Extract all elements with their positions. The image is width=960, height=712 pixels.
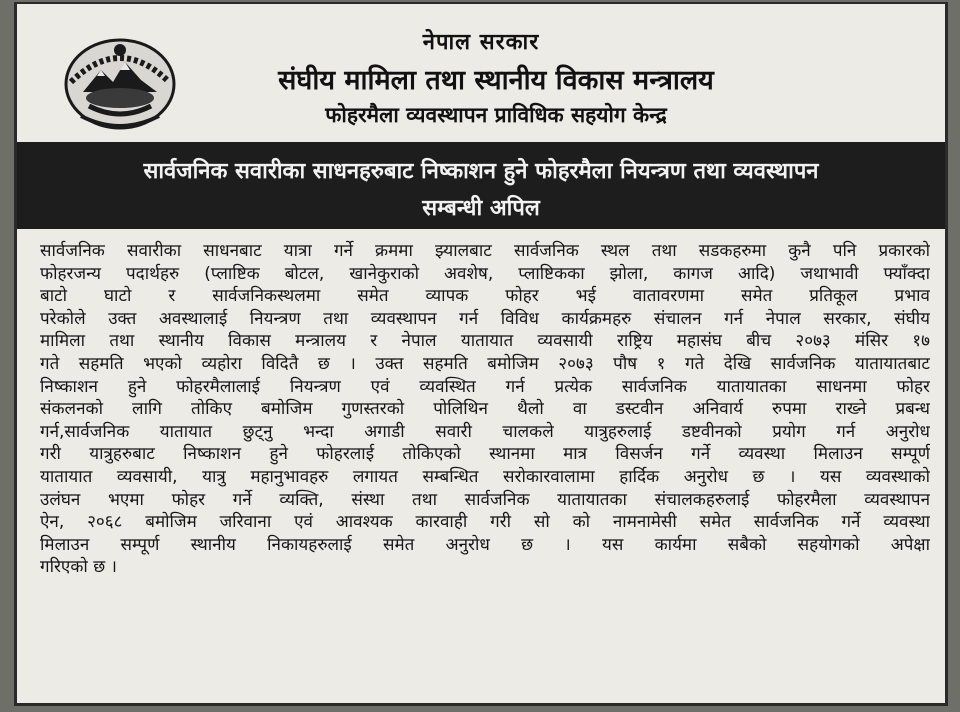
notice-header bbox=[17, 4, 945, 142]
header-ministry-name: संघीय मामिला तथा स्थानीय विकास मन्त्रालय bbox=[278, 65, 714, 96]
body-line: निष्काशन हुने फोहरमैलालाई नियन्त्रण एवं व्यवस्थित गर्न प्रत्येक सार्वजनिक यातायातका साधनमा फोहर bbox=[40, 376, 930, 397]
body-line: गते सहमति भएको व्यहोरा विदितै छ । उक्त सहमति बमोजिम २०७३ पौष १ गते देखि सार्वजनिक यातायातबाट bbox=[40, 353, 930, 374]
notice-title-line-2: सम्बन्धी अपिल bbox=[422, 196, 540, 221]
body-line: मिलाउन सम्पूर्ण स्थानीय निकायहरुलाई समेत अनुरोध छ । यस कार्यमा सबैको सहयोगको अपेक्षा bbox=[40, 534, 930, 555]
body-line: परेकोले उक्त अवस्थालाई नियन्त्रण तथा व्यवस्थापन गर्न विविध कार्यक्रमहरु संचालन गर्न नेपाल सरकार, संघीय bbox=[40, 308, 930, 329]
body-line: उलंघन भएमा फोहर गर्ने व्यक्ति, संस्था तथा सार्वजनिक यातायातका संचालकहरुलाई फोहरमैला व्यवस्थापन bbox=[40, 489, 930, 510]
notice-page bbox=[14, 2, 948, 706]
body-line: संकलनको लागि तोकिए बमोजिम गुणस्तरको पोलिथिन थैलो वा डस्टवीन अनिवार्य रुपमा राख्ने प्रबन्ध bbox=[40, 399, 930, 420]
notice-title-line-1: सार्वजनिक सवारीका साधनहरुबाट निष्काशन हुने फोहरमैला नियन्त्रण तथा व्यवस्थापन bbox=[143, 159, 819, 184]
body-line: गरिएको छ । bbox=[40, 557, 117, 578]
body-line: बाटो घाटो र सार्वजनिकस्थलमा समेत व्यापक फोहर भई वातावरणमा समेत प्रतिकूल प्रभाव bbox=[40, 286, 930, 307]
body-line: गरी यात्रुहरुबाट निष्काशन हुने फोहरलाई तोकिएको स्थानमा मात्र विसर्जन गर्ने व्यवस्था मिलाउन सम्पूर्ण bbox=[40, 444, 930, 465]
body-line: ऐन, २०६८ बमोजिम जरिवाना एवं आवश्यक कारवाही गरी सो को नामनामेसी समेत सार्वजनिक गर्ने व्यवस्था bbox=[40, 512, 930, 533]
notice-title-banner bbox=[17, 142, 945, 229]
body-line: फोहरजन्य पदार्थहरु (प्लाष्टिक बोटल, खानेकुराको अवशेष, प्लाष्टिकका झोला, कागज आदि) जथाभावी फ्याँक्दा bbox=[40, 263, 930, 284]
header-center-name: फोहरमैला व्यवस्थापन प्राविधिक सहयोग केन्द्र bbox=[325, 103, 667, 127]
header-government-name: नेपाल सरकार bbox=[422, 30, 540, 55]
body-line: गर्न,सार्वजनिक यातायात छुट्नु भन्दा अगाडी सवारी चालकले यात्रुहरुलाई डष्टवीनको प्रयोग गर्न अनुरोध bbox=[40, 421, 930, 442]
body-line: यातायात व्यवसायी, यात्रु महानुभावहरु लगायत सम्बन्धित सरोकारवालामा हार्दिक अनुरोध छ । यस व्यवस्थाको bbox=[40, 466, 930, 487]
body-line: सार्वजनिक सवारीका साधनबाट यात्रा गर्ने क्रममा झ्यालबाट सार्वजनिक स्थल तथा सडकहरुमा कुनै पनि प्रकारको bbox=[40, 241, 930, 261]
notice-body bbox=[40, 240, 930, 579]
body-line: मामिला तथा स्थानीय विकास मन्त्रालय र नेपाल यातायात व्यवसायी राष्ट्रिय महासंघ बीच २०७३ मंसिर १७ bbox=[40, 331, 930, 352]
